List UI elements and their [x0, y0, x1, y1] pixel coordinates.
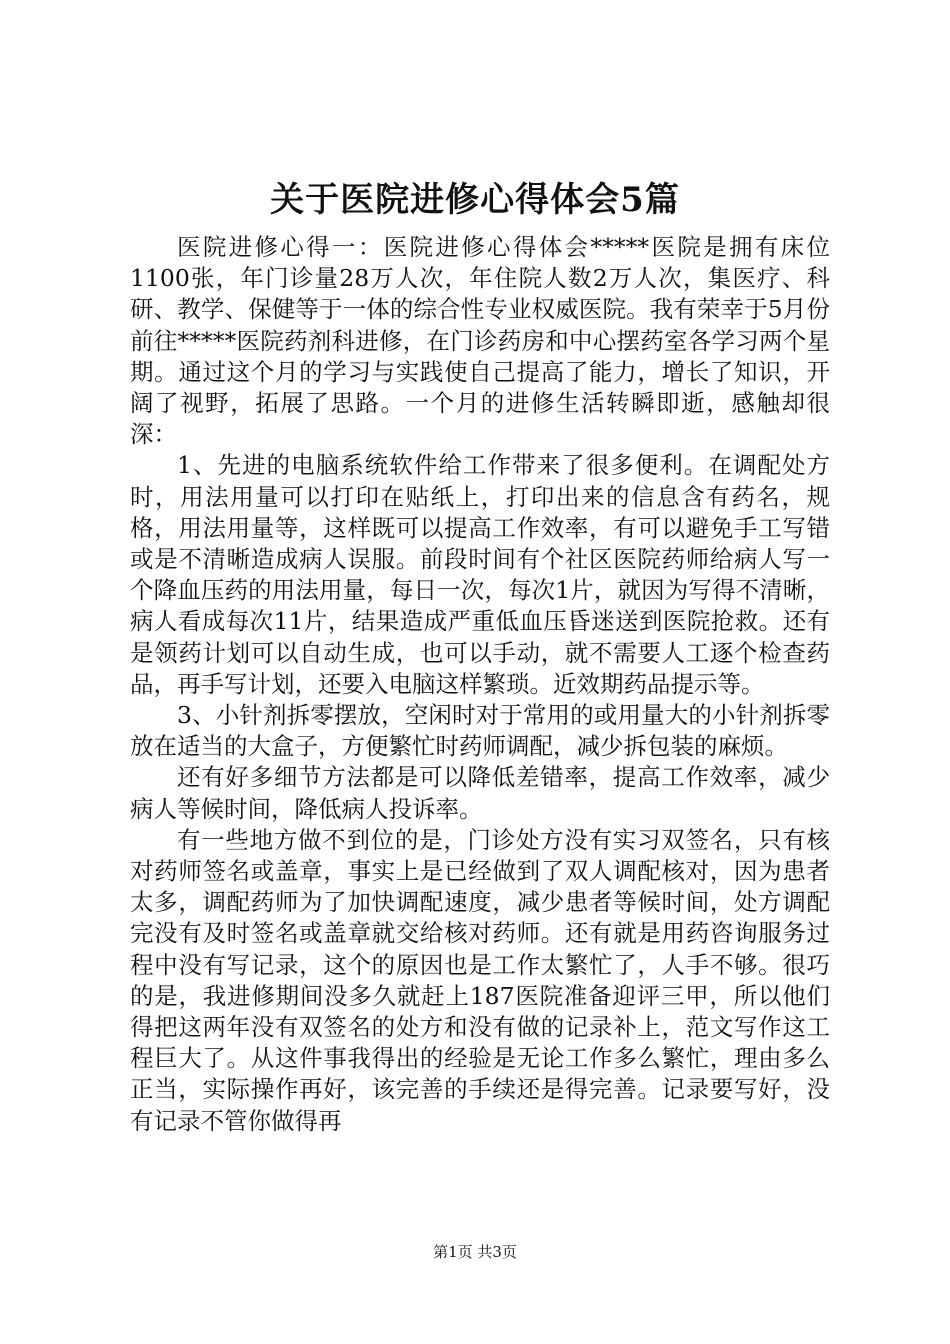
paragraph: 医院进修心得一：医院进修心得体会*****医院是拥有床位1100张，年门诊量28万人次，年住院人数2万人次，集医疗、科研、教学、保健等于一体的综合性专业权威医院。我有荣幸于5月份前往*****医院药剂科进修，在门诊药房和中心摆药室各学习两个星期。通过这个月的学习与实践使自己提高了能力，增长了知识，开阔了视野，拓展了思路。一个月的进修生活转瞬即逝，感触却很深：	[130, 233, 830, 449]
document-body	[130, 232, 830, 1137]
paragraph: 还有好多细节方法都是可以降低差错率，提高工作效率，减少病人等候时间，降低病人投诉率。	[130, 763, 830, 823]
document-title: 关于医院进修心得体会5篇	[270, 180, 680, 220]
paragraph: 3、小针剂拆零摆放，空闲时对于常用的或用量大的小针剂拆零放在适当的大盒子，方便繁忙时药师调配，减少拆包装的麻烦。	[130, 701, 830, 761]
page-footer: 第1页 共3页	[433, 1243, 517, 1261]
paragraph: 1、先进的电脑系统软件给工作带来了很多便利。在调配处方时，用法用量可以打印在贴纸上，打印出来的信息含有药名，规格，用法用量等，这样既可以提高工作效率，有可以避免手工写错或是不清晰造成病人误服。前段时间有个社区医院药师给病人写一个降血压药的用法用量，每日一次，每次1片，就因为写得不清晰，病人看成每次11片，结果造成严重低血压昏迷送到医院抢救。还有是领药计划可以自动生成，也可以手动，就不需要人工逐个检查药品，再手写计划，还要入电脑这样繁琐。近效期药品提示等。	[130, 451, 830, 698]
paragraph: 有一些地方做不到位的是，门诊处方没有实习双签名，只有核对药师签名或盖章，事实上是已经做到了双人调配核对，因为患者太多，调配药师为了加快调配速度，减少患者等候时间，处方调配完没有及时签名或盖章就交给核对药师。还有就是用药咨询服务过程中没有写记录，这个的原因也是工作太繁忙了，人手不够。很巧的是，我进修期间没多久就赶上187医院准备迎评三甲，所以他们得把这两年没有双签名的处方和没有做的记录补上，范文写作这工程巨大了。从这件事我得出的经验是无论工作多么繁忙，理由多么正当，实际操作再好，该完善的手续还是得完善。记录要写好，没有记录不管你做得再	[130, 825, 830, 1135]
